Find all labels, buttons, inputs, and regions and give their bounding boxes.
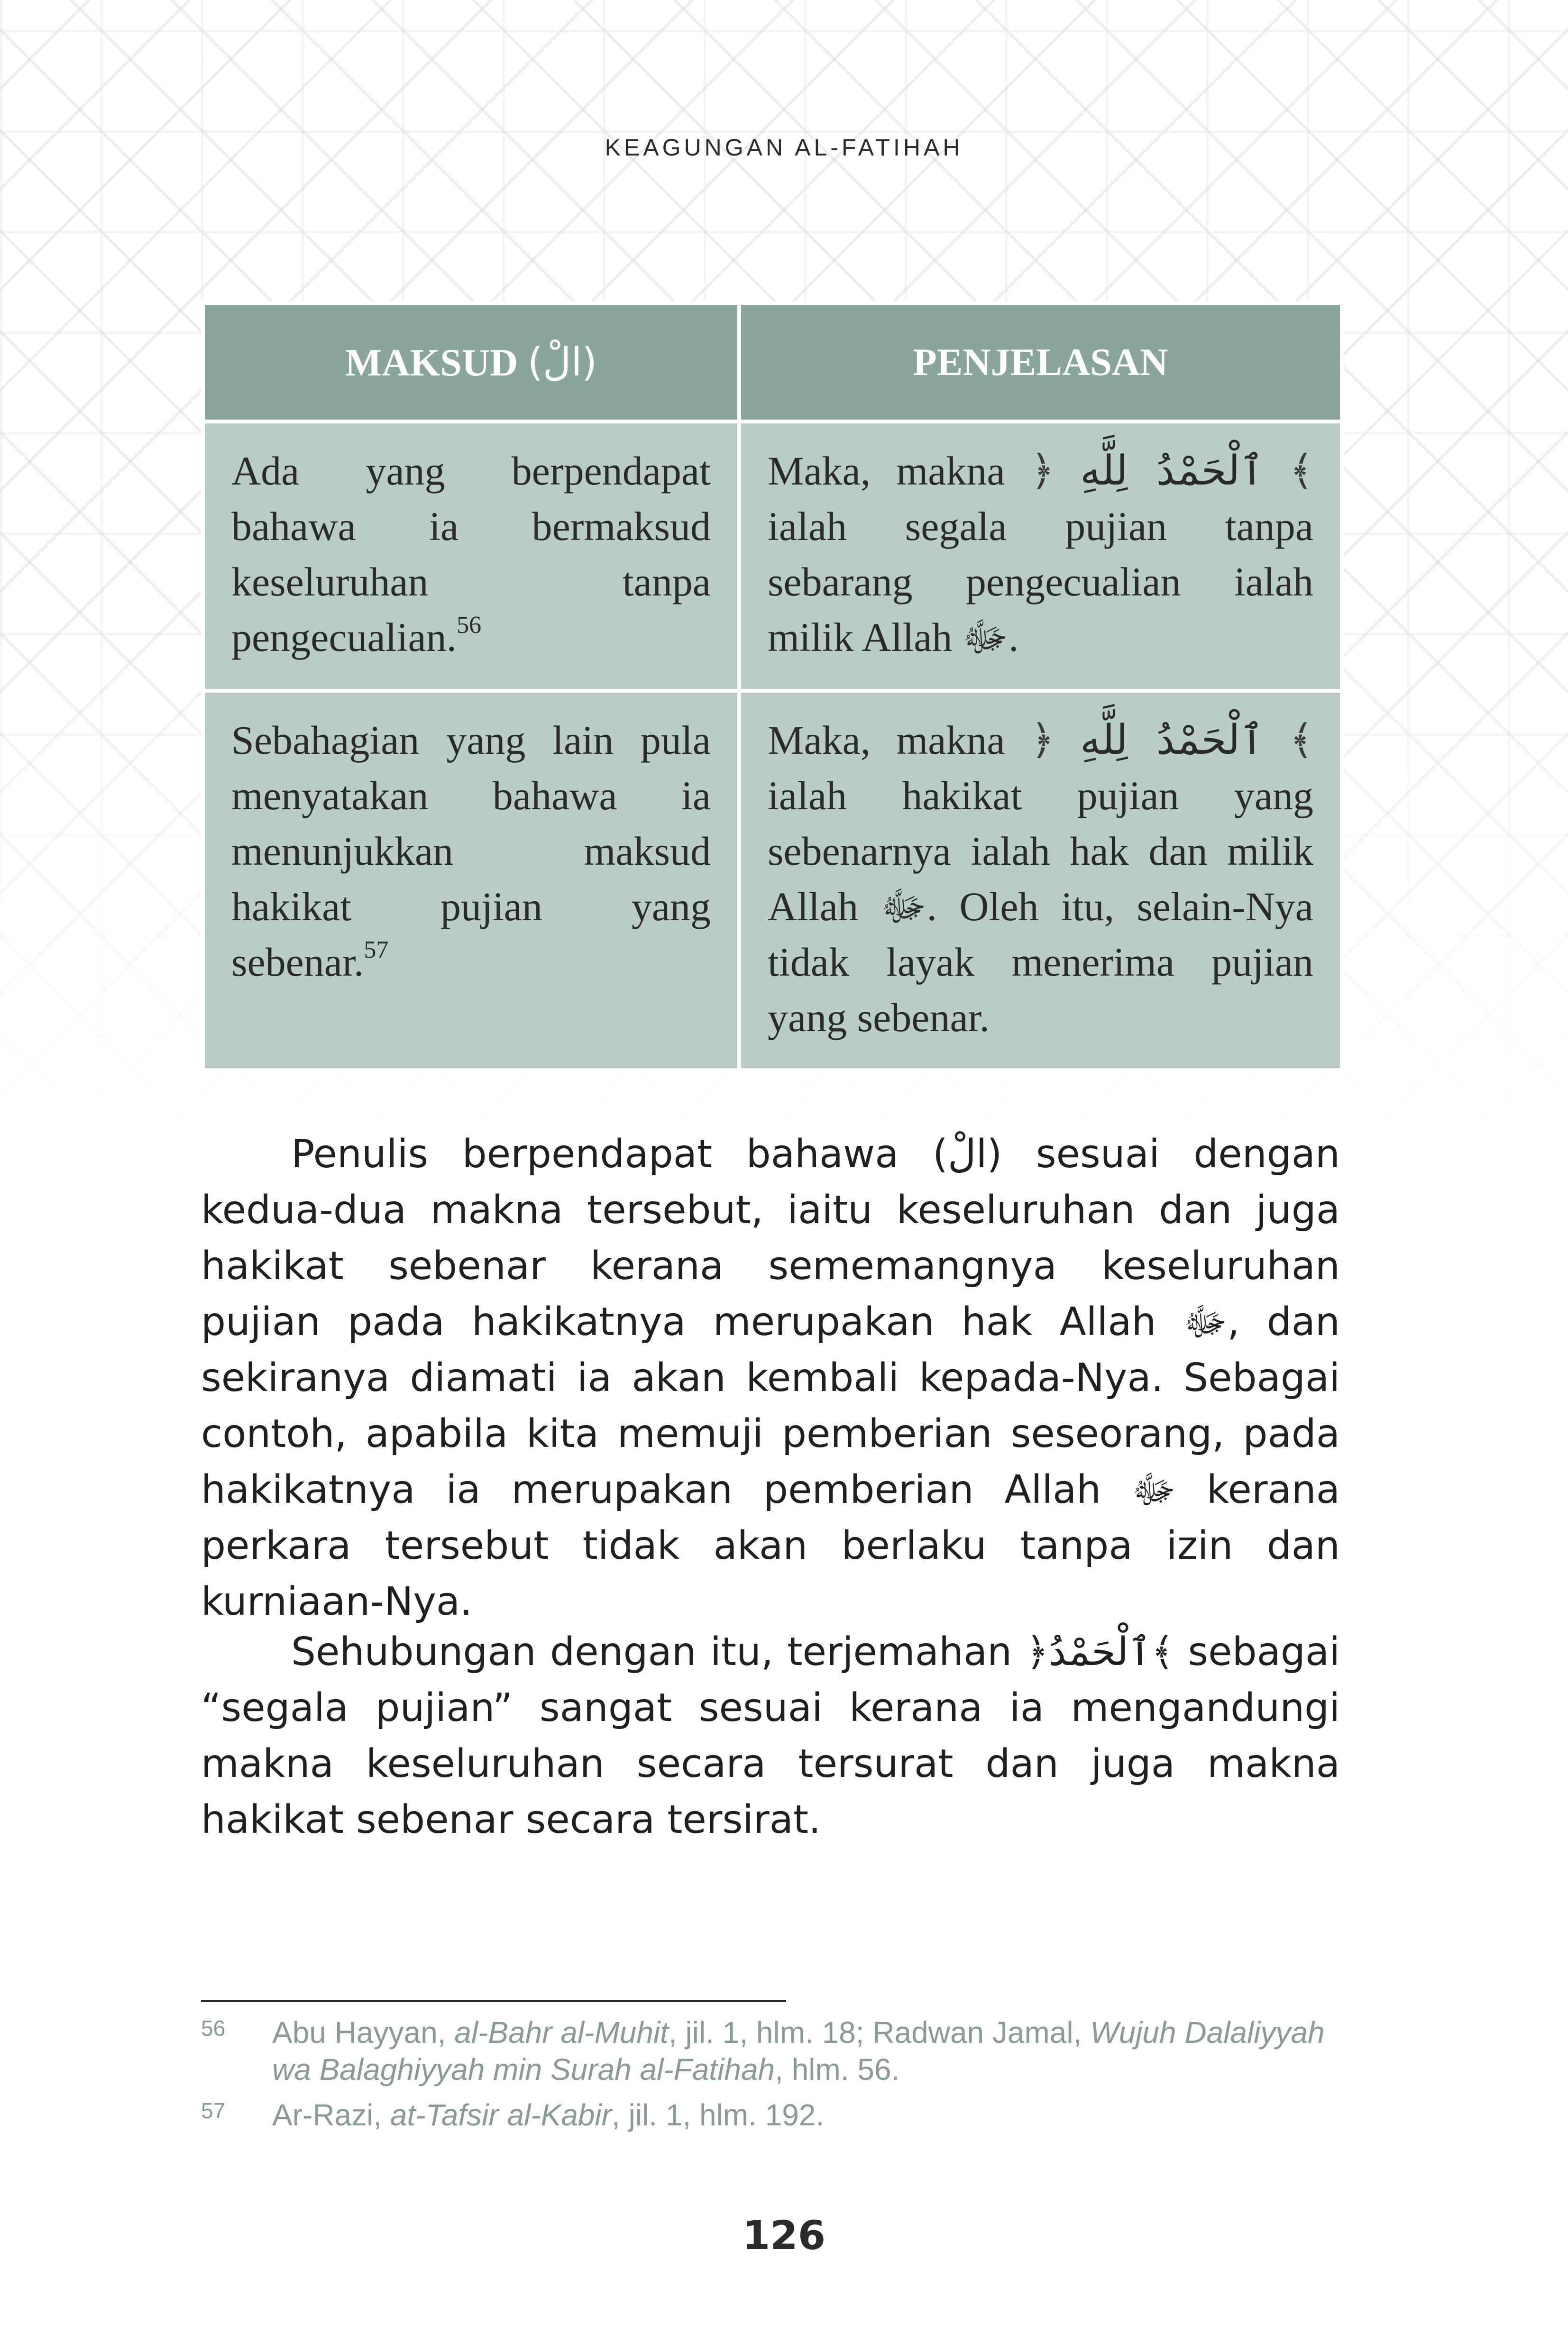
quran-ornament-open-icon: ﴿ xyxy=(1030,447,1055,494)
page-number: 126 xyxy=(742,2212,826,2259)
body-paragraph-2 xyxy=(201,1624,1340,1848)
table-cell-maksud xyxy=(203,691,739,1070)
quran-ornament-open-icon: ﴿ xyxy=(1030,716,1055,764)
footnote-part: , hlm. 56. xyxy=(775,2052,900,2087)
footnote-ref-57: 57 xyxy=(364,936,389,964)
footnote-56 xyxy=(201,2014,1340,2088)
cell-text: Maka, makna xyxy=(768,448,1005,494)
quran-ornament-close-icon: ﴾ xyxy=(1289,447,1313,494)
column-header-penjelasan: PENJELASAN xyxy=(739,303,1342,421)
footnote-number: 57 xyxy=(201,2098,226,2123)
cell-text: Ada yang berpendapat bahawa ia bermaksud keseluruhan tanpa pengecualian. xyxy=(231,448,711,660)
footnote-title: at-Tafsir al-Kabir xyxy=(390,2098,612,2132)
comparison-table xyxy=(201,301,1344,1072)
footnote-text xyxy=(272,2096,1340,2133)
table-cell-maksud xyxy=(203,421,739,691)
cell-text: ialah segala pujian tanpa sebarang pengecualian ialah milik Allah ﷻ. xyxy=(768,503,1313,660)
column-header-maksud xyxy=(203,303,739,421)
footnote-part: , jil. 1, hlm. 192. xyxy=(612,2098,825,2132)
table-header-row xyxy=(203,303,1342,421)
table-row xyxy=(203,691,1342,1070)
footnotes xyxy=(201,2014,1340,2142)
footnote-part: Abu Hayyan, xyxy=(272,2015,455,2050)
cell-text: Sebahagian yang lain pula menyatakan bahawa ia menunjukkan maksud hakikat pujian yang sebenar. xyxy=(231,717,711,985)
arabic-phrase: ٱلْحَمْدُ لِلَّهِ xyxy=(1080,716,1264,764)
footnote-divider xyxy=(201,2000,786,2002)
footnote-part: , jil. 1, hlm. 18; Radwan Jamal, xyxy=(668,2015,1091,2050)
table-cell-penjelasan xyxy=(739,421,1342,691)
running-header: KEAGUNGAN AL-FATIHAH xyxy=(605,134,963,161)
footnote-title: Wujuh Dalaliyyah wa Balaghiyyah min Surah al-Fatihah xyxy=(272,2015,1325,2087)
column-header-maksud-text: MAKSUD xyxy=(345,340,518,384)
footnote-ref-56: 56 xyxy=(457,612,482,639)
footnote-title: al-Bahr al-Muhit xyxy=(454,2015,669,2050)
cell-text: Maka, makna xyxy=(768,717,1005,763)
table-cell-penjelasan xyxy=(739,691,1342,1070)
cell-text: ialah hakikat pujian yang sebenarnya ialah hak dan milik Allah ﷻ. Oleh itu, selain-Nya tidak layak menerima pujian yang sebenar. xyxy=(768,773,1313,1040)
quran-ornament-close-icon: ﴾ xyxy=(1289,716,1313,764)
footnote-number: 56 xyxy=(201,2016,226,2041)
arabic-phrase: ٱلْحَمْدُ لِلَّهِ xyxy=(1080,447,1264,494)
footnote-57 xyxy=(201,2096,1340,2133)
footnote-part: Ar-Razi, xyxy=(272,2098,390,2132)
body-paragraph-1: Penulis berpendapat bahawa (الْ) sesuai dengan kedua-dua makna tersebut, iaitu keseluruhan dan juga hakikat sebenar kerana sememangnya keseluruhan pujian pada hakikatnya merupakan hak Allah ﷻ, dan sekiranya diamati ia akan kembali kepada-Nya. Sebagai contoh, apabila kita memuji pemberian seseorang, pada hakikatnya ia merupakan pemberian Allah ﷻ kerana perkara tersebut tidak akan berlaku tanpa izin dan kurniaan-Nya. xyxy=(201,1132,1340,1624)
column-header-maksud-arabic: (الْ) xyxy=(527,339,597,385)
paragraph-text: sebagai “segala pujian” sangat sesuai kerana ia mengandungi makna keseluruhan secara tersurat dan juga makna hakikat sebenar secara tersirat. xyxy=(201,1629,1340,1842)
table-row xyxy=(203,421,1342,691)
paragraph-text: Sehubungan dengan itu, terjemahan xyxy=(291,1629,1012,1675)
arabic-phrase: ﴿ٱلْحَمْدُ﴾ xyxy=(1026,1629,1174,1675)
footnote-text xyxy=(272,2014,1340,2088)
